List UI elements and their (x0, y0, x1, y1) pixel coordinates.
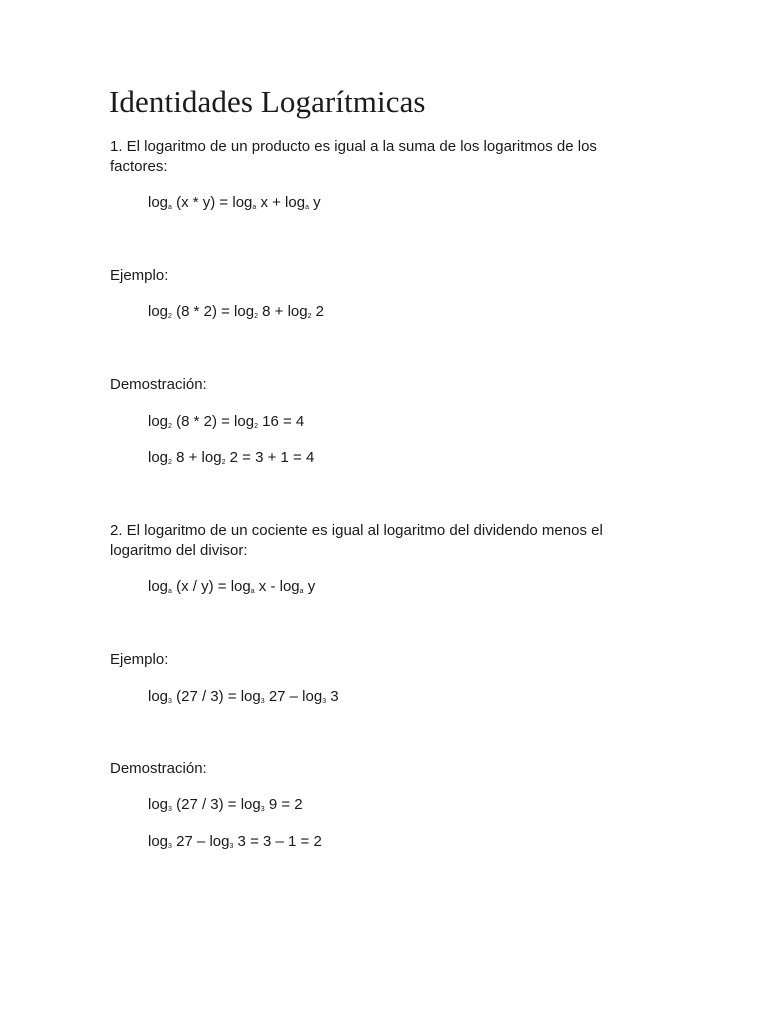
log-base-subscript: 3 (322, 698, 327, 705)
log-base-subscript: 2 (168, 313, 172, 320)
section1-rule-formula: $\log_a (x * y) = \log_a x + \log_a y$ (148, 194, 321, 211)
log-base-subscript: 2 (168, 423, 172, 430)
section2-proof-line1: $\log_3 (27 / 3) = \log_3 9 = 2$ (148, 796, 303, 813)
log-base-subscript: 2 (254, 423, 258, 430)
log-base-subscript: 2 (307, 313, 312, 320)
section2-example-formula: $\log_3 (27 / 3) = \log_3 27 - \log_3 3$ (148, 688, 339, 705)
section2-intro: 2. El logaritmo de un cociente es igual al logaritmo del dividendo menos el logaritmo del divisor: (110, 522, 603, 559)
log-base-subscript: 3 (168, 698, 172, 705)
section2-proof-label: Demostración: (110, 760, 207, 777)
section1-proof-line1: $\log_2 (8 * 2) = \log_2 16 = 4$ (148, 413, 305, 430)
section1-intro: 1. El logaritmo de un producto es igual a la suma de los logaritmos de los factores: (110, 138, 597, 175)
log-base-subscript: a (299, 588, 304, 595)
section2-rule-formula: $\log_a (x / y) = \log_a x - \log_a y$ (148, 578, 316, 595)
section1-example-formula: $\log_2 (8 * 2) = \log_2 8 + \log_2 2$ (148, 303, 325, 320)
log-base-subscript: 3 (260, 806, 265, 813)
log-base-subscript: 3 (229, 843, 234, 850)
log-base-subscript: a (250, 588, 255, 595)
log-base-subscript: a (305, 204, 309, 211)
log-base-subscript: 3 (168, 806, 172, 813)
log-base-subscript: 2 (168, 459, 172, 466)
log-base-subscript: a (252, 204, 257, 211)
log-base-subscript: 2 (221, 459, 226, 466)
log-base-subscript: a (168, 588, 172, 595)
log-base-subscript: a (168, 204, 172, 211)
section1-proof-line2: $\log_2 8 + \log_2 2 = 3 + 1 = 4$ (148, 449, 315, 466)
log-base-subscript: 2 (254, 313, 258, 320)
document-title: Identidades Logarítmicas (109, 84, 426, 119)
section1-proof-label: Demostración: (110, 376, 207, 393)
section2-example-label: Ejemplo: (110, 651, 169, 668)
log-base-subscript: 3 (168, 843, 172, 850)
log-base-subscript: 3 (260, 698, 265, 705)
section2-proof-line2: $\log_3 27 - \log_3 3 = 3 - 1 = 2$ (148, 833, 322, 850)
section1-example-label: Ejemplo: (110, 267, 169, 284)
